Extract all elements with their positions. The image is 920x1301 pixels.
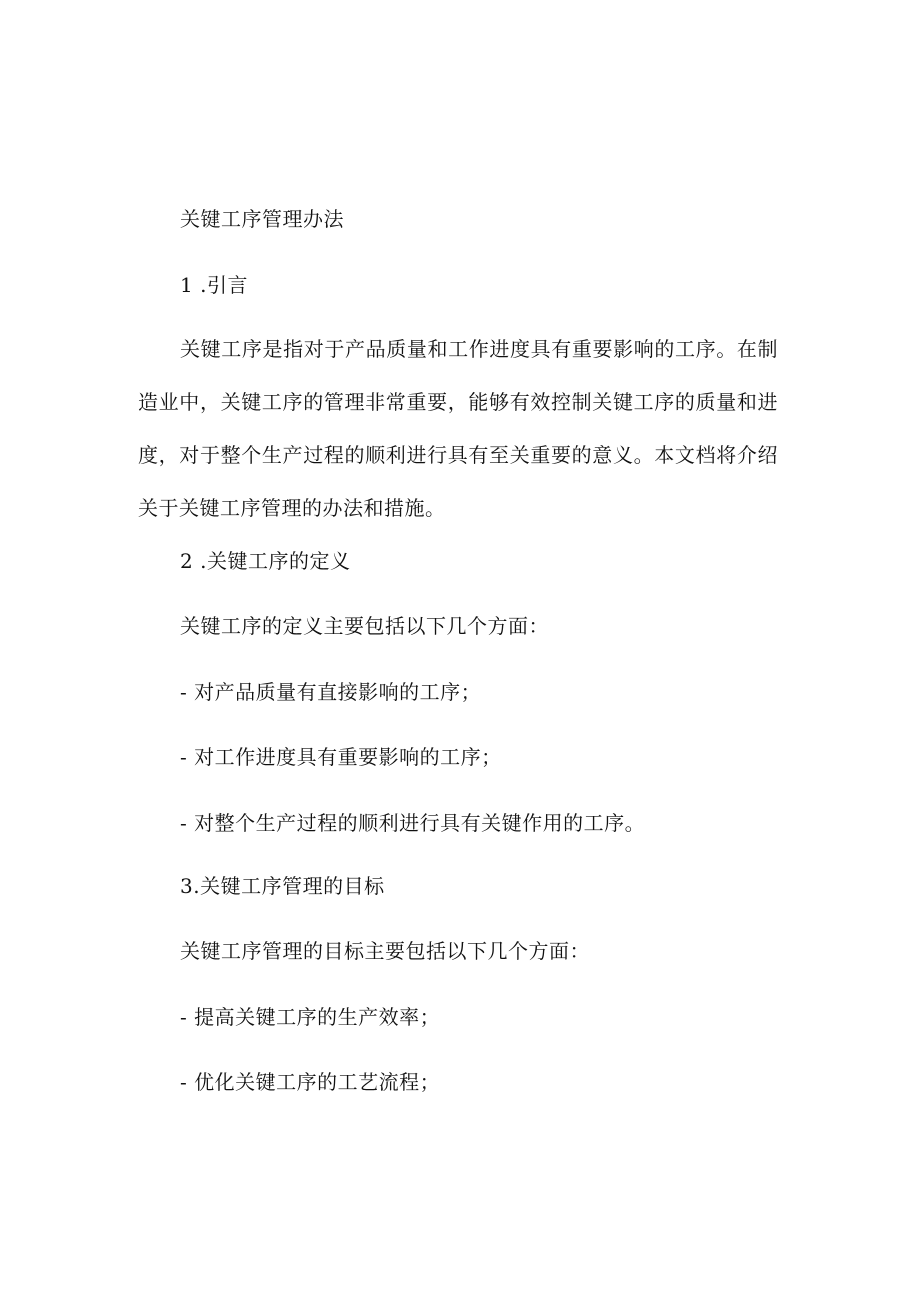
section-2-list-item: - 对工作进度具有重要影响的工序； [180,745,502,769]
section-3-list-item: - 提高关键工序的生产效率； [180,1005,441,1029]
section-2-list-item: - 对产品质量有直接影响的工序； [180,680,482,704]
section-3-heading: 3.关键工序管理的目标 [180,874,385,898]
section-3-list-item: - 优化关键工序的工艺流程； [180,1070,441,1094]
document-title: 关键工序管理办法 [180,207,344,231]
section-1-heading: 1 .引言 [180,273,248,297]
section-1-paragraph: 关键工序是指对于产品质量和工作进度具有重要影响的工序。在制造业中，关键工序的管理非常重要，能够有效控制关键工序的质量和进度，对于整个生产过程的顺利进行具有至关重要的意义。本文档将介绍关于关键工序管理的办法和措施。 [138,337,778,520]
section-3-intro: 关键工序管理的目标主要包括以下几个方面： [180,939,590,963]
section-2-intro: 关键工序的定义主要包括以下几个方面： [180,614,549,638]
section-2-heading: 2 .关键工序的定义 [180,549,351,573]
section-2-list-item: - 对整个生产过程的顺利进行具有关键作用的工序。 [180,811,646,835]
